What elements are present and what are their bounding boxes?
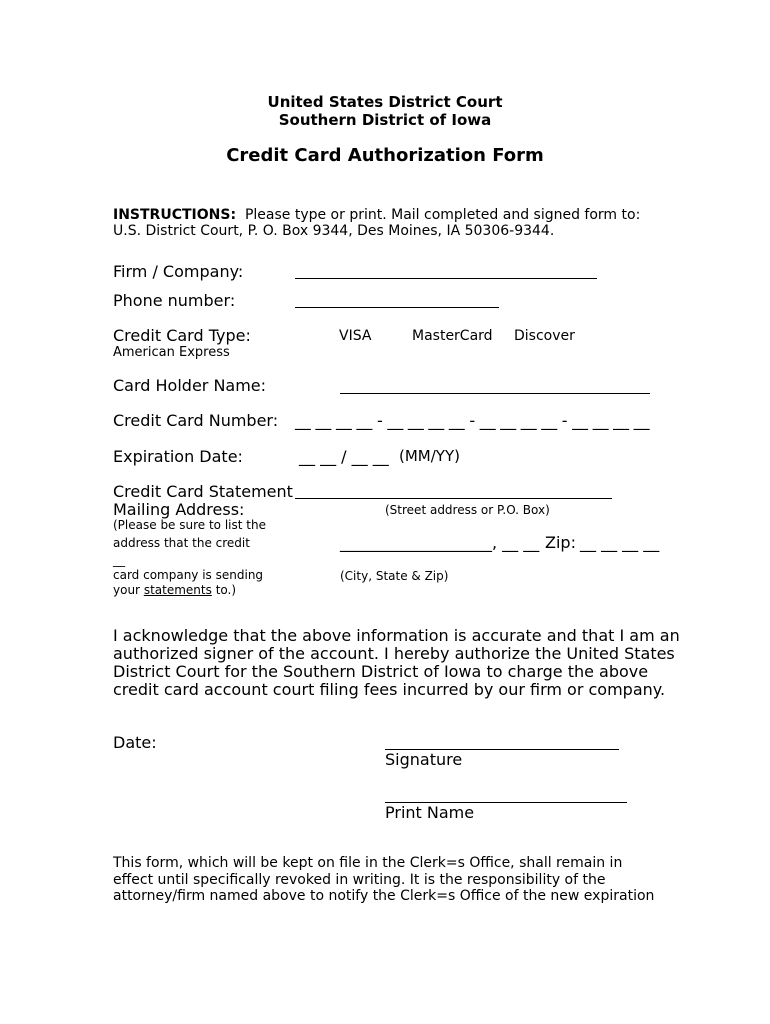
expiration-format: (MM/YY) [399,447,460,465]
holder-name-input-line[interactable] [340,393,650,394]
date-label: Date: [113,733,157,752]
footer-line-1: This form, which will be kept on file in the Clerk=s Office, shall remain in [113,855,623,871]
instructions-address: U.S. District Court, P. O. Box 9344, Des Moines, IA 50306-9344. [113,223,555,239]
firm-label: Firm / Company: [113,262,244,281]
card-type-discover[interactable]: Discover [514,328,575,344]
street-input-line[interactable] [295,498,612,499]
instructions-line-1 [113,208,640,222]
address-note-3: __ [113,553,125,567]
district-name: Southern District of Iowa [278,111,492,129]
card-type-label: Credit Card Type: [113,326,251,345]
phone-label: Phone number: [113,291,236,310]
address-note-5-end: to.) [215,583,237,597]
signature-label: Signature [385,750,463,769]
street-hint: (Street address or P.O. Box) [385,503,550,517]
print-name-label: Print Name [385,803,475,822]
city-hint: (City, State & Zip) [340,569,449,583]
address-note-1: (Please be sure to list the [113,518,266,532]
card-type-amex[interactable]: American Express [113,345,230,360]
instructions-text: Please type or print. Mail completed and signed form to: [244,207,641,223]
instructions-label: INSTRUCTIONS: [113,207,237,223]
address-note-5 [113,584,236,596]
ack-line-1: I acknowledge that the above information is accurate and that I am an [113,626,680,645]
court-name: United States District Court [267,93,503,111]
footer-line-3: attorney/firm named above to notify the Clerk=s Office of the new expiration [113,888,655,904]
card-type-visa[interactable]: VISA [339,328,372,344]
ack-line-4: credit card account court filing fees incurred by our firm or company. [113,680,666,699]
zip-label: Zip: [545,533,576,552]
city-state-blank[interactable]: ___________________, __ __ [340,533,540,552]
card-type-mastercard[interactable]: MasterCard [412,328,493,344]
holder-name-label: Card Holder Name: [113,376,267,395]
card-number-blank[interactable]: __ __ __ __ - __ __ __ __ - __ __ __ __ - __ __ __ __ [295,411,650,430]
firm-input-line[interactable] [295,278,597,279]
mailing-address-label: Mailing Address: [113,500,245,519]
address-note-4: card company is sending [113,568,264,582]
footer-line-2: effect until specifically revoked in writing. It is the responsibility of the [113,872,606,888]
address-note-5-start: your [113,583,140,597]
ack-line-3: District Court for the Southern District of Iowa to charge the above [113,662,649,681]
form-title: Credit Card Authorization Form [226,145,544,166]
ack-line-2: authorized signer of the account. I hereby authorize the United States [113,644,675,663]
address-note-2: address that the credit [113,536,250,550]
address-note-5-statements: statements [143,583,212,597]
expiration-blank[interactable]: __ __ / __ __ [299,447,389,466]
statement-label: Credit Card Statement [113,482,293,501]
zip-blank[interactable]: __ __ __ __ [580,533,660,552]
phone-input-line[interactable] [295,307,499,308]
expiration-label: Expiration Date: [113,447,243,466]
card-number-label: Credit Card Number: [113,411,279,430]
